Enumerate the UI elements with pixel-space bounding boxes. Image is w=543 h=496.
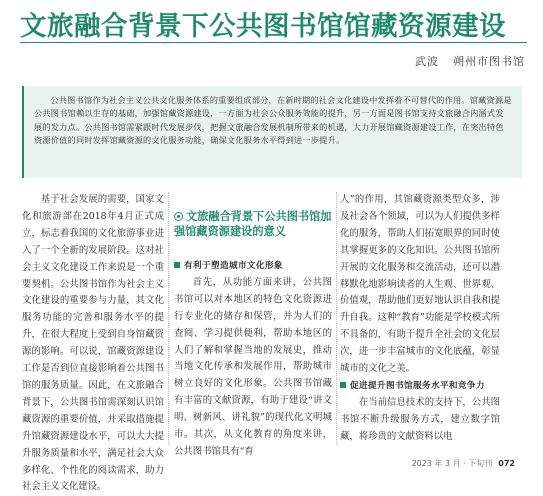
subheading-2: 促进提升图书馆服务水平和竞争力 [340, 378, 500, 395]
column-3 [340, 192, 500, 446]
title-divider [20, 42, 527, 43]
intro-paragraph: 基于社会发展的需要，国家文化和旅游部在2018年4月正式成立，标志着我国的文化旅游事业进入了一个全新的发展阶段。这对社会主义文化建设工作来说是一个重要契机。公共图书馆作为社会主义文化建设的重要参与力量，其文化服务功能的完善和服务水平的提升，在很大程度上受到自身馆藏资源的影响。可以说，馆藏资源建设工作是否到位直接影响着公共图书馆的服务质量。因此，在文旅融合背景下，公共图书馆需深刻认识馆藏资源的重要价值，并采取措施提升馆藏资源建设水平，可以大大提升服务质量和水平，满足社会大众多样化、个性化的阅读需求，助力社会主义文化建设。 [22, 194, 164, 493]
abstract-text: 公共图书馆作为社会主义公共文化服务体系的重要组成部分，在新时期的社会文化建设中发挥着不可替代的作用。馆藏资源是公共图书馆赖以生存的基础，加强馆藏资源建设，一方面为社会公众服务效能的提升，另一方面是图书馆支持文旅融合内涵式发展的发力点。公共图书馆需紧跟时代发展步伐，把握文旅融合发展机制所带来的机遇，大力开展馆藏资源建设工作，在突出特色资源价值的同时发挥馆藏资源的文化服务功能，确保文化服务水平得到进一步提升。 [34, 95, 512, 146]
section-marker-icon [174, 212, 183, 221]
column-1 [22, 192, 164, 496]
square-bullet-icon [174, 262, 180, 268]
paragraph-service: 在当前信息技术的支持下，公共图书馆不断升级服务方式，建立数字馆藏，将珍贵的文献资料以电 [340, 396, 500, 442]
paragraph-function: 首先，从功能方面来讲，公共图书馆可以对本地区的特色文化资源进行专业化的储存和保管，并为人们的查阅、学习提供便利，帮助本地区的人们了解和掌握当地的发展史，推动当地文化传承和发展作用，帮助城市树立良好的文化形象。公共图书馆藏有丰富的文献资源，有助于建设“讲文明、树新风、讲礼貌”的现代化文明城市。其次，从文化教育的角度来讲，公共图书馆具有“育 [174, 276, 332, 457]
column-2 [174, 258, 332, 461]
byline [415, 53, 525, 69]
section-heading-text: 文旅融合背景下公共图书馆加强馆藏资源建设的意义 [174, 210, 332, 238]
paragraph-education: 人”的作用，其馆藏资源类型众多，涉及社会各个领域，可以为人们提供多样化的服务，帮助人们拓宽眼界的同时使其掌握更多的文化知识。公共图书馆所开展的文化服务和交流活动，还可以潜移默化地影响读者的人生观、世界观、价值观，帮助他们更好地认识自我和提升自我。这种“教育”功能是学校模式所不具备的，有助于提升全社会的文化层次，进一步丰富城市的文化底蕴，彰显城市的文化之美。 [340, 194, 500, 375]
abstract-box [22, 86, 522, 178]
column-divider-1 [168, 192, 169, 444]
article-title: 文旅融合背景下公共图书馆馆藏资源建设 [20, 11, 506, 42]
issue-info: 2023 年 3 月 · 下旬刊 [411, 459, 493, 468]
column-divider-2 [336, 192, 337, 444]
subheading-1: 有利于塑造城市文化形象 [174, 258, 332, 275]
author-affiliation: 朔州市图书馆 [453, 55, 525, 68]
square-bullet-icon [340, 382, 346, 388]
page-number: 072 [498, 459, 515, 468]
page-footer [412, 458, 515, 469]
author-name: 武波 [415, 55, 439, 68]
section-heading [174, 210, 334, 239]
